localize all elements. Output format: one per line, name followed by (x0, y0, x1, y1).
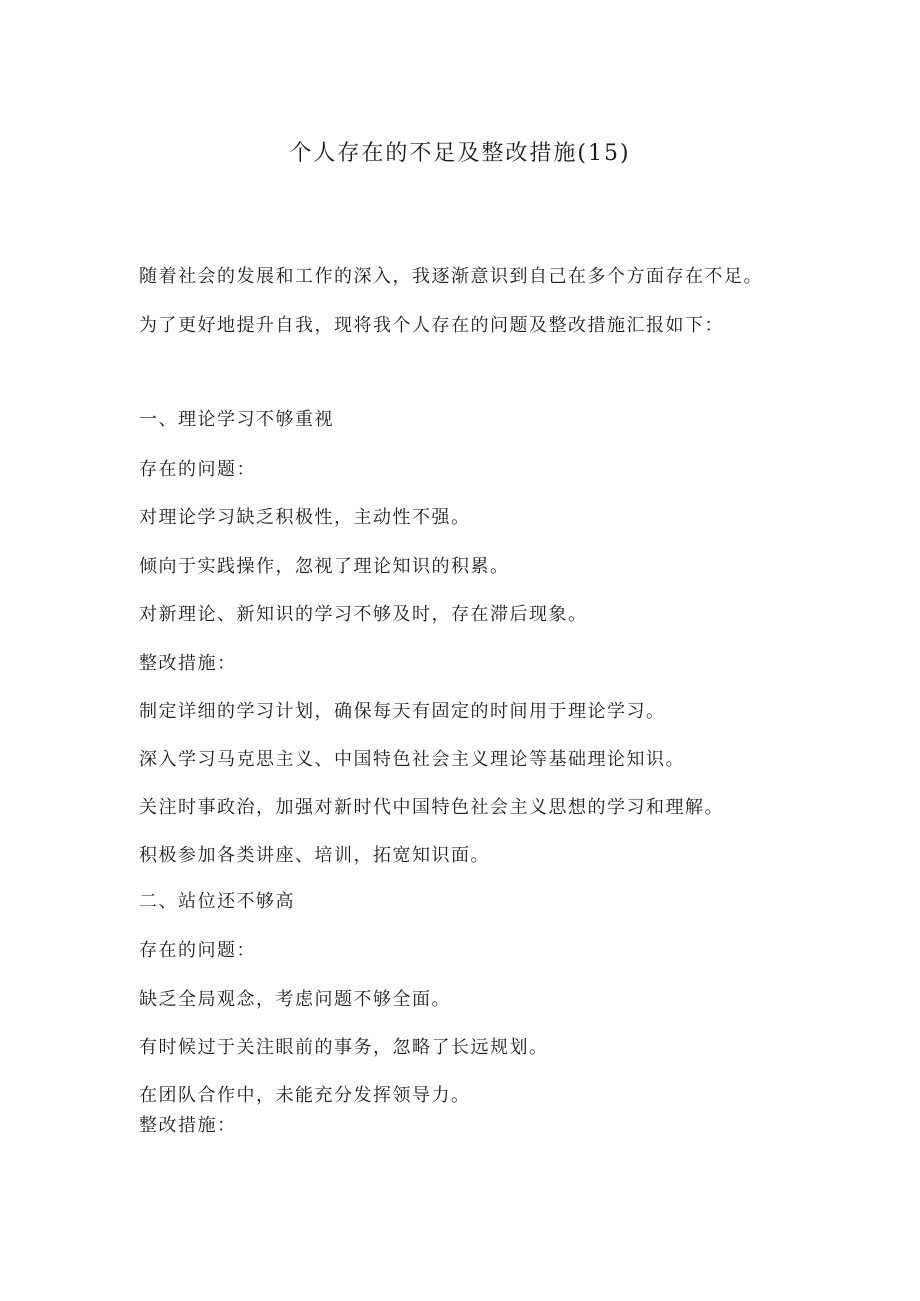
section-1-problem-item: 对理论学习缺乏积极性，主动性不强。 (139, 507, 471, 528)
section-1-measures-label: 整改措施： (139, 653, 237, 674)
section-2-heading: 二、站位还不够高 (139, 891, 295, 912)
section-2-problem-item: 有时候过于关注眼前的事务，忽略了长远规划。 (139, 1037, 549, 1058)
intro-paragraph-line-1: 随着社会的发展和工作的深入，我逐渐意识到自己在多个方面存在不足。 (139, 266, 763, 287)
section-1-problem-item: 对新理论、新知识的学习不够及时，存在滞后现象。 (139, 604, 588, 625)
section-1-problem-item: 倾向于实践操作，忽视了理论知识的积累。 (139, 556, 510, 577)
intro-paragraph-line-2: 为了更好地提升自我，现将我个人存在的问题及整改措施汇报如下： (139, 315, 724, 336)
section-2-problem-item: 在团队合作中，未能充分发挥领导力。 (139, 1085, 471, 1106)
section-2-problems-label: 存在的问题： (139, 940, 256, 961)
section-1-measure-item: 关注时事政治，加强对新时代中国特色社会主义思想的学习和理解。 (139, 797, 724, 818)
section-1-measure-item: 制定详细的学习计划，确保每天有固定的时间用于理论学习。 (139, 701, 666, 722)
section-2-problem-item: 缺乏全局观念，考虑问题不够全面。 (139, 989, 451, 1010)
section-2-measures-label: 整改措施： (139, 1115, 237, 1136)
section-1-problems-label: 存在的问题： (139, 459, 256, 480)
section-1-measure-item: 深入学习马克思主义、中国特色社会主义理论等基础理论知识。 (139, 749, 685, 770)
section-1-heading: 一、理论学习不够重视 (139, 409, 334, 430)
section-1-measure-item: 积极参加各类讲座、培训，拓宽知识面。 (139, 845, 490, 866)
document-title: 个人存在的不足及整改措施(15) (289, 141, 631, 166)
